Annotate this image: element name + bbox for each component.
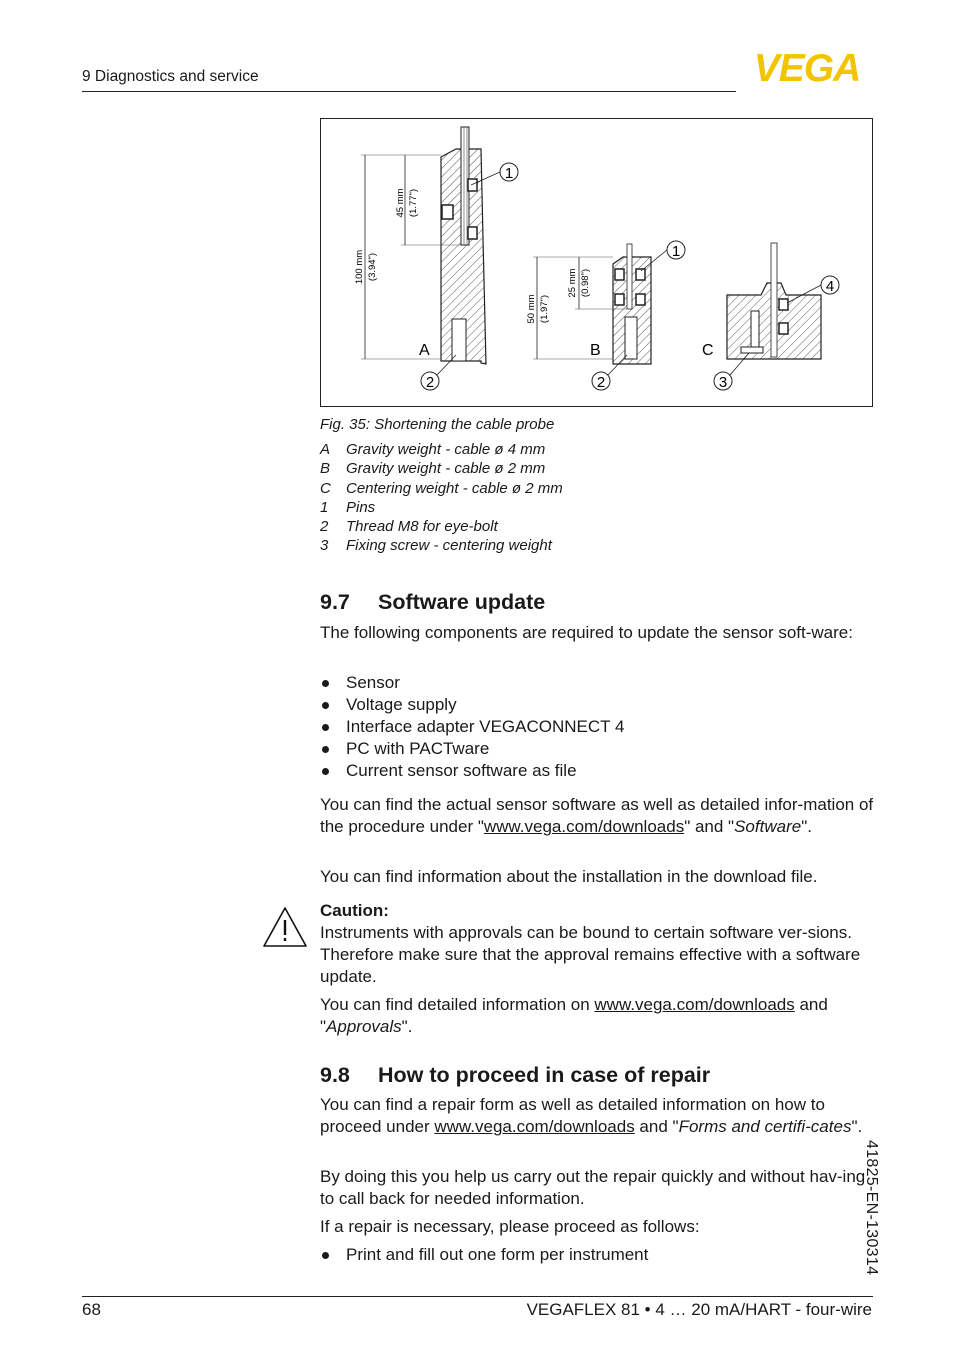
list-item: Interface adapter VEGACONNECT 4 <box>320 716 624 738</box>
figure-caption: Fig. 35: Shortening the cable probe <box>320 416 555 433</box>
dim-25-in: (0.98") <box>580 268 591 298</box>
downloads-link[interactable]: www.vega.com/downloads <box>483 817 685 836</box>
downloads-link[interactable]: www.vega.com/downloads <box>434 1117 635 1136</box>
dim-50-in: (1.97") <box>539 294 550 324</box>
list-item: PC with PACTware <box>320 738 624 760</box>
repair-form-paragraph: You can find a repair form as well as detailed information on how to proceed under www.vega.com/downloads and "Forms and certifi-cates". <box>320 1095 863 1136</box>
probe-c <box>702 243 839 391</box>
dim-50: 50 mm <box>526 294 537 324</box>
callout-2a: 2 <box>425 374 435 391</box>
probe-a <box>354 127 518 391</box>
warning-icon <box>262 906 308 948</box>
figure-legend <box>320 440 563 556</box>
legend-item: 2 Thread M8 for eye-bolt <box>320 518 498 536</box>
software-update-intro: The following components are required to update the sensor soft-ware: <box>320 623 853 642</box>
callout-1b: 1 <box>671 243 681 260</box>
header-rule <box>82 91 736 92</box>
page-number: 68 <box>82 1300 101 1319</box>
list-item: Voltage supply <box>320 694 624 716</box>
dim-45-in: (1.77") <box>408 188 419 218</box>
callout-1a: 1 <box>504 165 514 182</box>
caution-title: Caution: <box>320 901 389 920</box>
legend-item: 1 Pins <box>320 498 376 516</box>
repair-steps-intro: If a repair is necessary, please proceed as follows: <box>320 1217 700 1236</box>
legend-item: 3 Fixing screw - centering weight <box>320 537 552 555</box>
section-heading-software-update: 9.7 Software update <box>320 590 546 614</box>
callout-3: 3 <box>718 374 728 391</box>
repair-quick-paragraph: By doing this you help us carry out the repair quickly and without hav-ing to call back for needed information. <box>320 1167 866 1208</box>
vega-logo-text: VEGA <box>753 50 861 84</box>
dim-100: 100 mm <box>354 249 365 285</box>
caution-text: Instruments with approvals can be bound to certain software ver-sions. Therefore make sure that the approval remains effective with a software update. <box>320 923 861 986</box>
repair-steps-list <box>320 1244 648 1266</box>
header-section-title: 9 Diagnostics and service <box>82 68 259 85</box>
label-b: B <box>590 342 601 359</box>
legend-item: A Gravity weight - cable ø 4 mm <box>320 441 546 458</box>
callout-2b: 2 <box>596 374 606 391</box>
callout-4: 4 <box>825 278 835 295</box>
caution-block <box>320 900 875 988</box>
label-a: A <box>419 342 430 359</box>
approvals-paragraph: You can find detailed information on www.vega.com/downloads and "Approvals". <box>320 995 828 1036</box>
dim-45: 45 mm <box>395 188 406 218</box>
installation-info-paragraph: You can find information about the installation in the download file. <box>320 867 818 886</box>
list-item: Sensor <box>320 672 624 694</box>
cable-probe-drawing <box>321 119 872 406</box>
label-c: C <box>702 342 714 359</box>
dim-25: 25 mm <box>567 268 578 298</box>
downloads-link[interactable]: www.vega.com/downloads <box>594 995 795 1014</box>
figure-frame <box>320 118 873 407</box>
legend-item: C Centering weight - cable ø 2 mm <box>320 479 563 497</box>
vega-logo <box>742 50 872 84</box>
footer-product: VEGAFLEX 81 • 4 … 20 mA/HART - four-wire <box>526 1300 872 1319</box>
section-heading-repair: 9.8 How to proceed in case of repair <box>320 1063 711 1087</box>
list-item: Current sensor software as file <box>320 760 624 782</box>
footer-rule <box>82 1296 873 1297</box>
legend-item: B Gravity weight - cable ø 2 mm <box>320 460 546 478</box>
required-components-list <box>320 672 624 782</box>
probe-b <box>526 241 685 391</box>
document-code: 41825-EN-130314 <box>863 1140 880 1276</box>
dim-100-in: (3.94") <box>367 252 378 282</box>
software-download-paragraph: You can find the actual sensor software as well as detailed infor-mation of the procedure under "www.vega.com/downloads" and "Software". <box>320 795 874 836</box>
list-item: Print and fill out one form per instrument <box>320 1244 648 1266</box>
